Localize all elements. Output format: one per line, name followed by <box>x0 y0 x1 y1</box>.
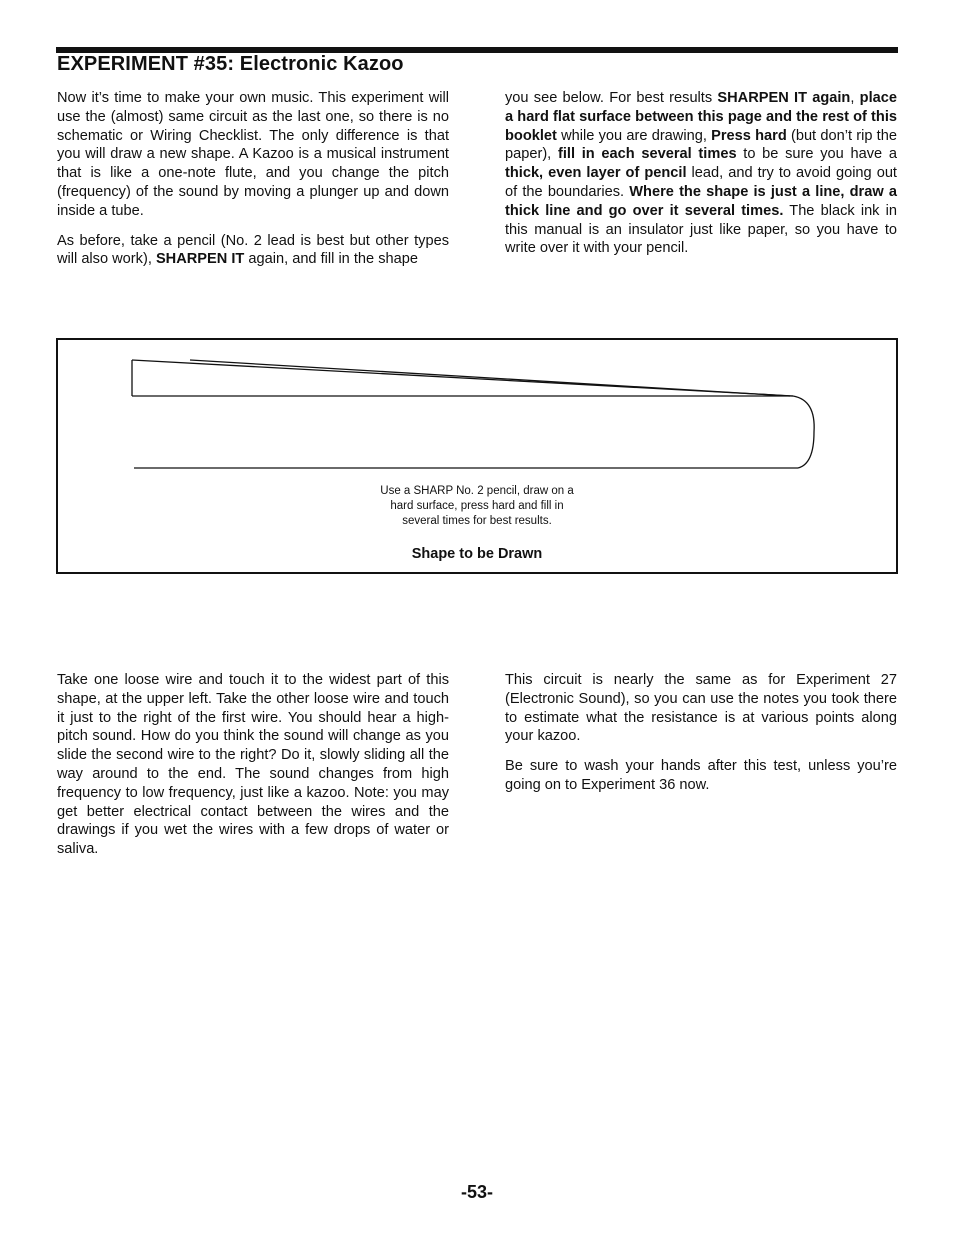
text-run: Take one loose wire and touch it to the widest part of this shape, at the upper left. Take the other loose wire and touch it just to the right of the first wire. You should hear a high-pitch sound. How do you think the sound will change as you slide the second wire to the right? Do it, slowly sliding all the way around to the end. The sound changes from high frequency to low frequency, just like a kazoo. Note: you may get better electrical contact between the wires and the drawings if you wet the wires with a few drops of water or saliva. <box>57 672 449 858</box>
text-run: lead, and try to avoid going out of the boundaries. <box>505 165 897 200</box>
kazoo-outline-end <box>793 396 814 468</box>
shape-caption: Shape to be Drawn <box>411 546 543 562</box>
shape-box <box>56 338 898 574</box>
text-run: while you are drawing, <box>556 127 712 144</box>
text-run: (but don’t rip the paper), <box>505 127 897 163</box>
paragraph <box>505 757 897 795</box>
text-run: again, and fill in the shape <box>244 251 418 268</box>
paragraph <box>57 671 449 859</box>
text-run: to be sure you have a <box>736 146 897 163</box>
bold-text: Press hard <box>711 127 787 144</box>
body-right-column <box>505 671 897 806</box>
bold-text: fill in each several times <box>557 146 737 163</box>
text-run: , <box>850 90 860 106</box>
paragraph <box>505 671 897 746</box>
bold-text: Where the shape is just a line, draw a thick line and go over it several times. <box>505 183 898 219</box>
kazoo-outline-top <box>132 360 793 396</box>
bold-text: place a hard flat surface between this page and the rest of this booklet <box>505 90 897 144</box>
paragraph <box>505 89 897 258</box>
text-run: The black ink in this manual is an insulator just like paper, so you have to write over it with your pencil. <box>505 202 898 257</box>
paragraph <box>57 232 449 270</box>
hint-line: Use a SHARP No. 2 pencil, draw on a <box>380 485 574 497</box>
hint-line: hard surface, press hard and fill in <box>390 500 564 512</box>
page-title: EXPERIMENT #35: Electronic Kazoo <box>57 53 404 75</box>
text-run: you see below. For best results <box>505 90 718 106</box>
page-number: -53- <box>460 1182 493 1202</box>
bold-text: SHARPEN IT again <box>717 90 851 106</box>
intro-left-column <box>57 89 449 280</box>
hint-line: several times for best results. <box>402 515 552 527</box>
bold-text: thick, even layer of pencil <box>505 165 687 182</box>
text-run: Now it’s time to make your own music. This experiment will use the (almost) same circuit as the last one, so there is no schematic or Wiring Checklist. The only difference is that you will draw a new shape. A Kazoo is a musical instrument that is like a one-note flute, and you change the pitch (frequency) of the sound by moving a plunger up and down inside a tube. <box>57 90 449 219</box>
body-left-column <box>57 671 449 870</box>
text-run: As before, take a pencil (No. 2 lead is best but other types will also work), <box>57 232 449 268</box>
kazoo-shape-outline <box>58 340 896 572</box>
bold-text: SHARPEN IT <box>155 251 245 268</box>
intro-right-column <box>505 89 897 269</box>
pencil-instructions <box>58 484 896 529</box>
text-run: Be sure to wash your hands after this test, unless you’re going on to Experiment 36 now. <box>505 758 897 793</box>
paragraph <box>57 89 449 221</box>
text-run: This circuit is nearly the same as for Experiment 27 (Electronic Sound), so you can use the notes you took there to estimate what the resistance is at various points along your kazoo. <box>505 672 897 745</box>
